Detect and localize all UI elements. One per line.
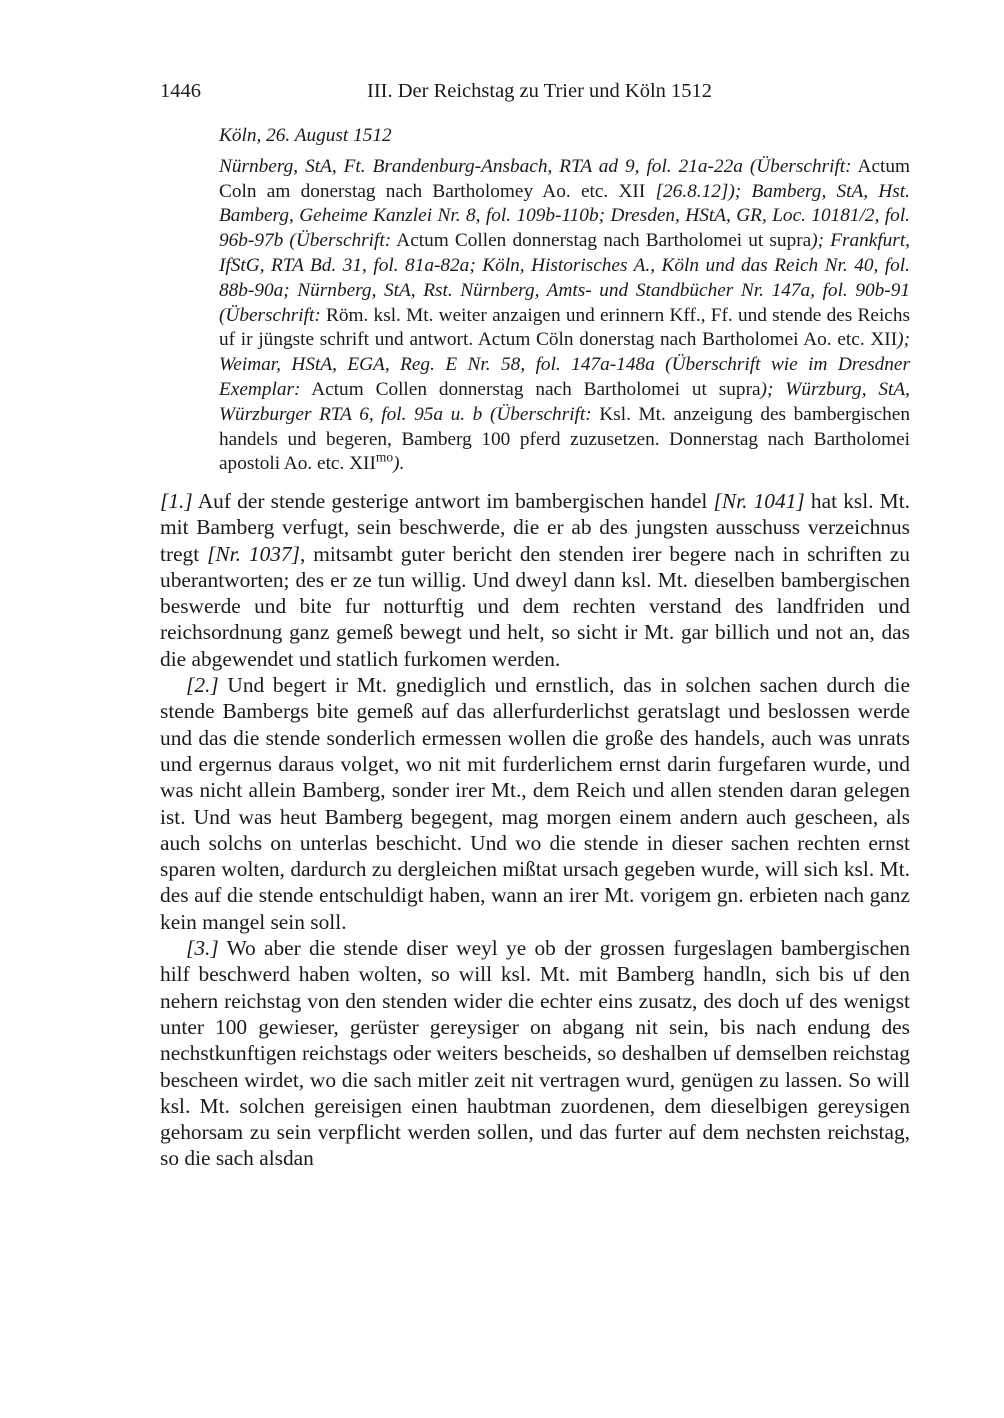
paragraph-2 xyxy=(160,672,910,935)
dateline: Köln, 26. August 1512 xyxy=(219,125,392,146)
paragraph-text: Und begert ir Mt. gnediglich und ernstlich, das in solchen sachen durch die stende Bambergs bite gemeß auf das allerfurderlichst geratslagt und beslossen werde und das die stende sonderlich ermessen wollen die große des handels, auch was unrats und ergernus daraus volget, wo nit mit furderlichem ernst darin furgefaren wurde, und was nicht allein Bamberg, sonder irer Mt., dem Reich und allen stenden daran gelegen ist. Und was heut Bamberg begegent, mag morgen einem andern auch gescheen, als auch solchs on unterlas beschicht. Und wo die stende in dieser sachen rechten ernst sparen wolten, dardurch zu dergleichen mißtat ursach gegeben wurde, will sich ksl. Mt. des auf die stende entschuldigt haben, wann an irer Mt. vorigem gn. erbieten nach ganz kein mangel sein soll. xyxy=(160,673,910,934)
page-number: 1446 xyxy=(160,80,201,102)
cross-reference: [Nr. 1037] xyxy=(207,541,300,566)
source-citation: ); Frankfurt, IfStG, RTA Bd. 31, fol. 81a-82a; Köln, Historisches A., Köln und das Reich Nr. 40, fol. 88b-90a; Nürnberg, StA, Rst. Nürnberg, Amts- und Standbücher Nr. 147a, fol. 90b-91 (Überschrift: xyxy=(219,230,910,326)
source-citation: [26.8.12]); Bamberg, StA, Hst. Bamberg, Geheime Kanzlei Nr. 8, fol. 109b-110b; Dresden, HStA, GR, Loc. 10181/2, fol. 96b-97b (Überschrift: xyxy=(219,180,910,252)
source-heading-text: Röm. ksl. Mt. weiter anzaigen und erinnern Kff., Ff. und stende des Reichs uf ir jüngste schrift und antwort. Actum Cöln donerstag nach Bartholomei Ao. etc. XII xyxy=(219,304,911,351)
source-citation: Nürnberg, StA, Ft. Brandenburg-Ansbach, RTA ad 9, fol. 21a-22a (Überschrift: xyxy=(219,155,852,177)
superscript: mo xyxy=(375,449,394,465)
paragraph-text: hat ksl. Mt. mit Bamberg verfugt, sein beschwerde, die er ab des jungsten ausschuss verzeichnus tregt xyxy=(160,489,910,566)
running-head: III. Der Reichstag zu Trier und Köln 1512 xyxy=(367,80,713,102)
paragraph-number: [2.] xyxy=(186,673,219,698)
source-citation: ). xyxy=(393,453,405,475)
source-citation: ); Würzburg, StA, Würzburger RTA 6, fol. 95a u. b (Überschrift: xyxy=(219,378,910,425)
main-text xyxy=(160,488,910,1172)
source-list xyxy=(219,155,910,477)
cross-reference: [Nr. 1041] xyxy=(713,489,805,513)
paragraph-number: [3.] xyxy=(186,936,219,961)
paragraph-1 xyxy=(160,488,910,672)
source-heading-text: Actum Collen donnerstag nach Bartholomei ut supra xyxy=(311,378,761,400)
source-heading-text: Actum Coln am donerstag nach Bartholomey Ao. etc. XII xyxy=(219,155,910,202)
source-heading-text: Ksl. Mt. anzeigung des bambergischen handels und begeren, Bamberg 100 pferd zuzusetzen. Donnerstag nach Bartholomei apostoli Ao. etc. XII xyxy=(219,403,910,475)
paragraph-3 xyxy=(160,935,910,1172)
paragraph-text: Auf der stende gesterige antwort im bambergischen handel xyxy=(192,489,714,513)
source-apparatus xyxy=(219,124,910,477)
source-heading-text: Actum Collen donnerstag nach Bartholomei ut supra xyxy=(396,230,812,252)
source-citation: ); Weimar, HStA, EGA, Reg. E Nr. 58, fol. 147a-148a (Überschrift wie im Dresdner Exemplar: xyxy=(219,329,910,400)
paragraph-text: , mitsambt guter bericht den stenden irer begere nach in schriften zu uberantworten; des er ze tun willig. Und dweyl dann ksl. Mt. dieselben bambergischen beswerde und bite fur notturftig und dem rechten verstand des landfriden und reichsordnung ganz gemeß bewegt und helt, so sicht ir Mt. gar billich und not an, das die abgewendet und statlich furkomen werden. xyxy=(160,541,910,671)
paragraph-number: [1.] xyxy=(160,489,193,513)
page-header xyxy=(160,80,910,110)
paragraph-text: Wo aber die stende diser weyl ye ob der grossen furgeslagen bambergischen hilf beschwerd haben wolten, so will ksl. Mt. mit Bamberg handln, sich bis uf den nehern reichstag von den stenden wider die echter eins zusatz, des doch uf des wenigst unter 100 gewieser, gerüster gereysiger on abgang nit sein, bis nach endung des nechstkunftigen reichstags oder weiters bescheids, so deshalben uf demselben reichstag bescheen wirdet, wo die sach mitler zeit nit vertragen wurd, genügen zu lassen. So will ksl. Mt. solchen gereisigen einen haubtman zuordenen, dem dieselbigen gereysigen gehorsam zu sein verpflicht werden sollen, und das furter auf dem nechsten reichstag, so die sach alsdan xyxy=(160,936,910,1171)
